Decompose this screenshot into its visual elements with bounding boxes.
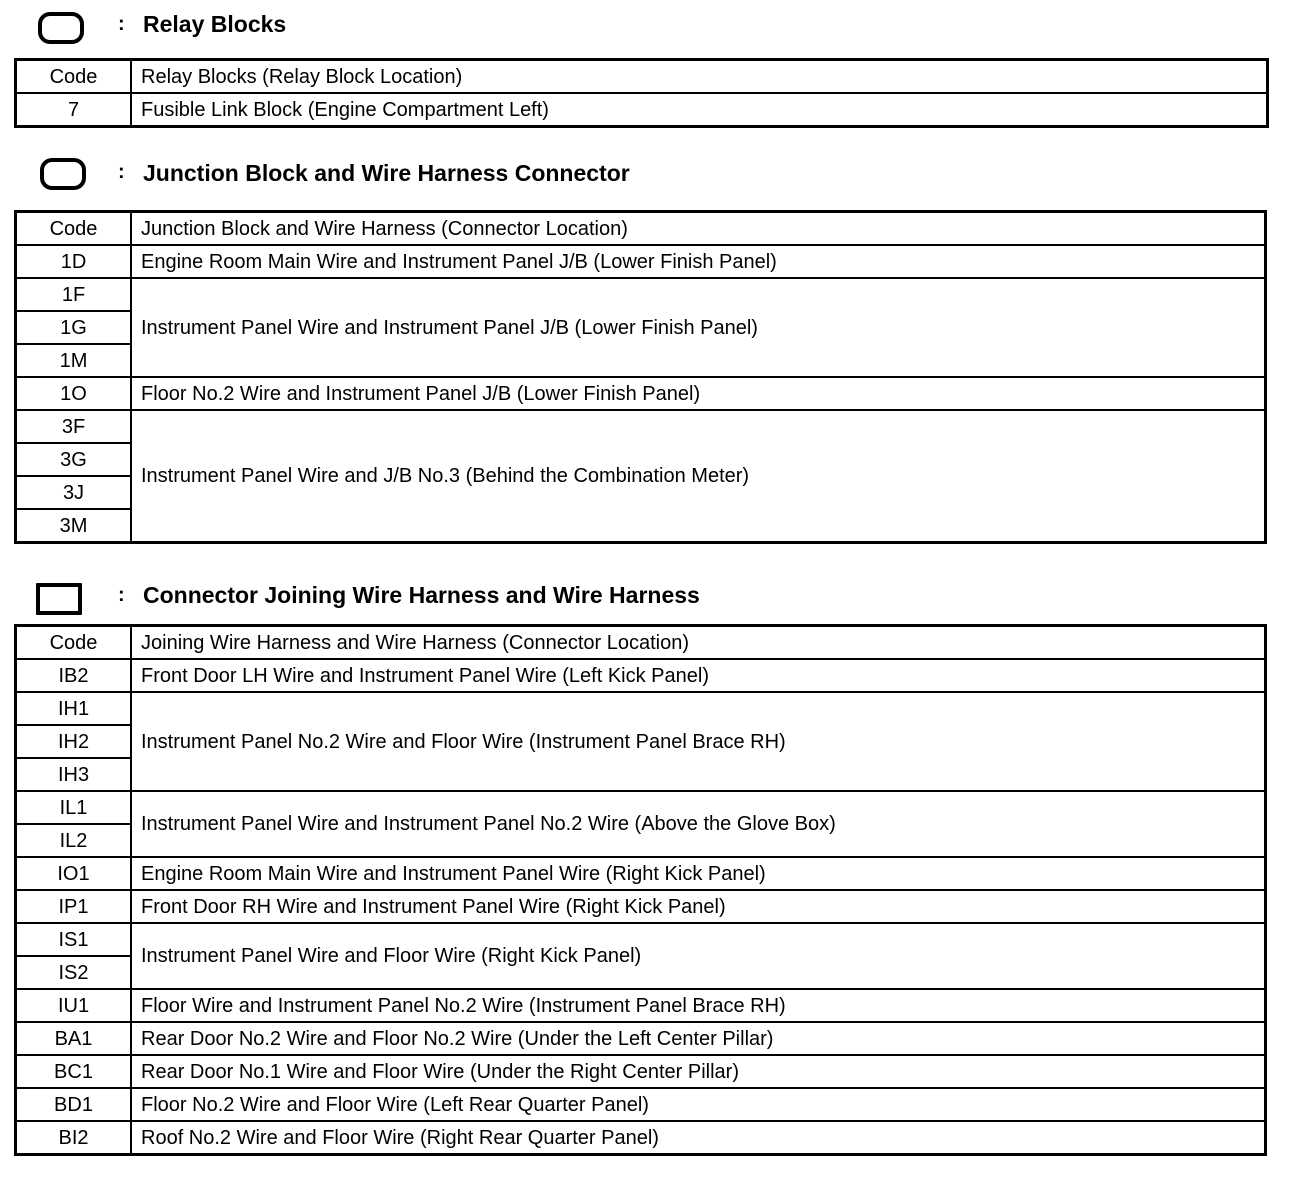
table-row — [16, 692, 1266, 725]
code-cell: IP1 — [16, 890, 132, 923]
location-cell: Instrument Panel Wire and J/B No.3 (Behind the Combination Meter) — [131, 410, 1266, 543]
table-row — [16, 245, 1266, 278]
colon: : — [118, 161, 125, 183]
location-cell: Floor No.2 Wire and Floor Wire (Left Rear Quarter Panel) — [131, 1088, 1266, 1121]
table-row — [16, 1022, 1266, 1055]
location-header: Junction Block and Wire Harness (Connector Location) — [131, 212, 1266, 246]
table-header-row — [16, 60, 1268, 94]
location-cell: Rear Door No.2 Wire and Floor No.2 Wire (Under the Left Center Pillar) — [131, 1022, 1266, 1055]
code-cell: BC1 — [16, 1055, 132, 1088]
code-header: Code — [16, 60, 132, 94]
table-row — [16, 890, 1266, 923]
table-row — [16, 410, 1266, 443]
table-row — [16, 791, 1266, 824]
table-header-row — [16, 626, 1266, 660]
code-cell: 3G — [16, 443, 132, 476]
location-cell: Instrument Panel No.2 Wire and Floor Wire (Instrument Panel Brace RH) — [131, 692, 1266, 791]
table-row — [16, 377, 1266, 410]
location-cell: Rear Door No.1 Wire and Floor Wire (Under the Right Center Pillar) — [131, 1055, 1266, 1088]
code-cell: 1F — [16, 278, 132, 311]
code-header: Code — [16, 212, 132, 246]
table-row — [16, 989, 1266, 1022]
location-cell: Front Door LH Wire and Instrument Panel Wire (Left Kick Panel) — [131, 659, 1266, 692]
colon: : — [118, 584, 125, 606]
code-cell: IH1 — [16, 692, 132, 725]
section-title: Connector Joining Wire Harness and Wire Harness — [143, 582, 700, 608]
location-cell: Front Door RH Wire and Instrument Panel Wire (Right Kick Panel) — [131, 890, 1266, 923]
location-cell: Floor No.2 Wire and Instrument Panel J/B (Lower Finish Panel) — [131, 377, 1266, 410]
code-cell: IH3 — [16, 758, 132, 791]
code-cell: 3J — [16, 476, 132, 509]
table-row — [16, 1088, 1266, 1121]
location-cell: Instrument Panel Wire and Instrument Panel J/B (Lower Finish Panel) — [131, 278, 1266, 377]
location-cell: Engine Room Main Wire and Instrument Panel Wire (Right Kick Panel) — [131, 857, 1266, 890]
code-cell: IH2 — [16, 725, 132, 758]
connector-table — [14, 624, 1267, 1156]
section-title: Relay Blocks — [143, 11, 287, 37]
code-cell: IL1 — [16, 791, 132, 824]
table-row — [16, 93, 1268, 127]
location-header: Relay Blocks (Relay Block Location) — [131, 60, 1268, 94]
code-cell: IS2 — [16, 956, 132, 989]
relay-block-symbol — [38, 12, 84, 44]
code-header: Code — [16, 626, 132, 660]
code-cell: BD1 — [16, 1088, 132, 1121]
code-cell: IL2 — [16, 824, 132, 857]
location-cell: Instrument Panel Wire and Instrument Panel No.2 Wire (Above the Glove Box) — [131, 791, 1266, 857]
code-cell: IU1 — [16, 989, 132, 1022]
table-header-row — [16, 212, 1266, 246]
code-cell: BA1 — [16, 1022, 132, 1055]
section-title: Junction Block and Wire Harness Connector — [143, 160, 630, 186]
code-cell: 7 — [16, 93, 132, 127]
code-cell: 1D — [16, 245, 132, 278]
table-row — [16, 857, 1266, 890]
code-cell: 1G — [16, 311, 132, 344]
code-cell: IS1 — [16, 923, 132, 956]
table-row — [16, 1055, 1266, 1088]
code-cell: 1O — [16, 377, 132, 410]
table-row — [16, 278, 1266, 311]
location-cell: Instrument Panel Wire and Floor Wire (Right Kick Panel) — [131, 923, 1266, 989]
junction-block-symbol — [40, 158, 86, 190]
junction-block-table — [14, 210, 1267, 544]
location-cell: Floor Wire and Instrument Panel No.2 Wire (Instrument Panel Brace RH) — [131, 989, 1266, 1022]
colon: : — [118, 13, 125, 35]
connector-symbol — [36, 583, 82, 615]
code-cell: 3M — [16, 509, 132, 543]
code-cell: 1M — [16, 344, 132, 377]
table-row — [16, 659, 1266, 692]
table-row — [16, 1121, 1266, 1155]
location-cell: Engine Room Main Wire and Instrument Panel J/B (Lower Finish Panel) — [131, 245, 1266, 278]
code-cell: BI2 — [16, 1121, 132, 1155]
table-row — [16, 923, 1266, 956]
code-cell: IB2 — [16, 659, 132, 692]
relay-blocks-table — [14, 58, 1269, 128]
code-cell: IO1 — [16, 857, 132, 890]
location-cell: Fusible Link Block (Engine Compartment Left) — [131, 93, 1268, 127]
location-cell: Roof No.2 Wire and Floor Wire (Right Rear Quarter Panel) — [131, 1121, 1266, 1155]
code-cell: 3F — [16, 410, 132, 443]
location-header: Joining Wire Harness and Wire Harness (Connector Location) — [131, 626, 1266, 660]
